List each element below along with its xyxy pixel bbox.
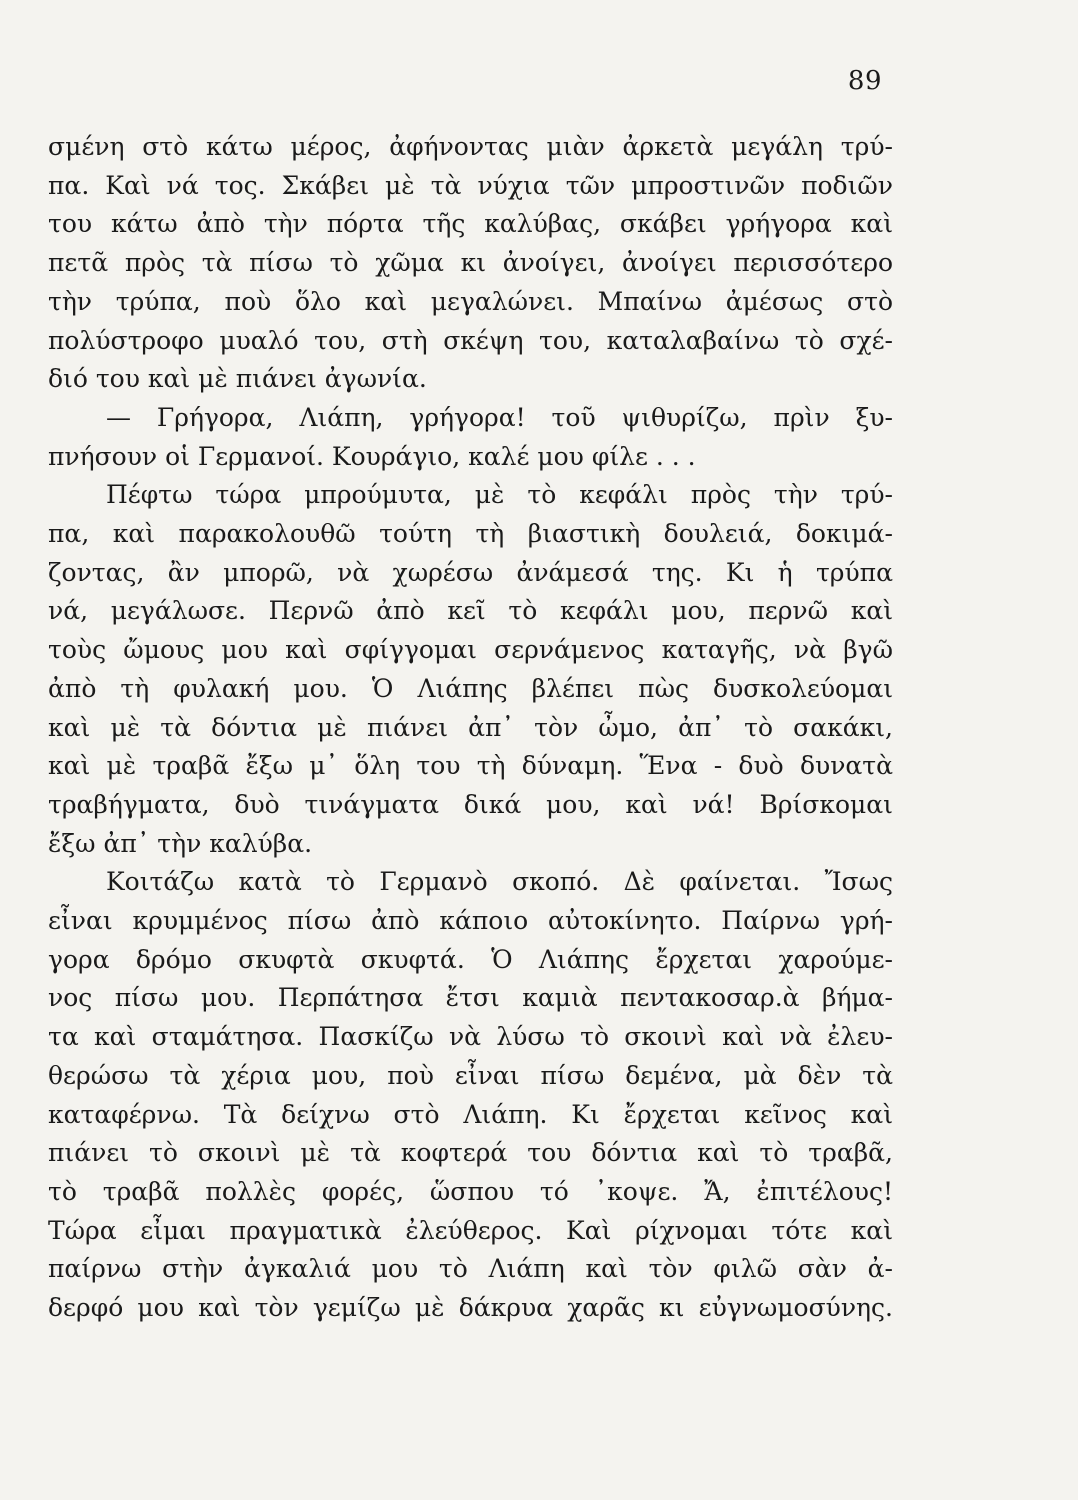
- text-line: γορα δρόμο σκυφτὰ σκυφτά. Ὁ Λιάπης ἔρχεται χαρούμε-: [48, 944, 893, 974]
- text-line: — Γρήγορα, Λιάπη, γρήγορα! τοῦ ψιθυρίζω, πρὶν ξυ-: [106, 402, 893, 432]
- text-line: τοὺς ὤμους μου καὶ σφίγγομαι σερνάμενος καταγῆς, νὰ βγῶ: [48, 635, 893, 665]
- text-line: Κοιτάζω κατὰ τὸ Γερμανὸ σκοπό. Δὲ φαίνεται. Ἴσως: [106, 867, 893, 897]
- text-line: του κάτω ἀπὸ τὴν πόρτα τῆς καλύβας, σκάβει γρήγορα καὶ: [48, 209, 893, 239]
- body-text: [48, 128, 893, 1328]
- text-line: διό του καὶ μὲ πιάνει ἀγωνία.: [48, 364, 427, 394]
- text-line: Πέφτω τώρα μπρούμυτα, μὲ τὸ κεφάλι πρὸς τὴν τρύ-: [106, 480, 893, 510]
- text-line: πα, καὶ παρακολουθῶ τούτη τὴ βιαστικὴ δουλειά, δοκιμά-: [48, 519, 893, 549]
- text-line: καταφέρνω. Τὰ δείχνω στὸ Λιάπη. Κι ἔρχεται κεῖνος καὶ: [48, 1099, 893, 1129]
- text-line: ζοντας, ἂν μπορῶ, νὰ χωρέσω ἀνάμεσά της. Κι ἡ τρύπα: [48, 557, 893, 587]
- text-line: Τώρα εἶμαι πραγματικὰ ἐλεύθερος. Καὶ ρίχνομαι τότε καὶ: [48, 1215, 893, 1245]
- text-line: θερώσω τὰ χέρια μου, ποὺ εἶναι πίσω δεμένα, μὰ δὲν τὰ: [48, 1060, 893, 1090]
- text-line: καὶ μὲ τραβᾶ ἔξω μ᾽ ὅλη του τὴ δύναμη. Ἕνα - δυὸ δυνατὰ: [48, 751, 893, 781]
- text-line: πολύστροφο μυαλό του, στὴ σκέψη του, καταλαβαίνω τὸ σχέ-: [48, 325, 893, 355]
- text-line: ἀπὸ τὴ φυλακή μου. Ὁ Λιάπης βλέπει πὼς δυσκολεύομαι: [48, 673, 893, 703]
- text-line: ἔξω ἀπ᾽ τὴν καλύβα.: [48, 828, 313, 858]
- text-line: πιάνει τὸ σκοινὶ μὲ τὰ κοφτερά του δόντια καὶ τὸ τραβᾶ,: [48, 1138, 893, 1168]
- text-line: τα καὶ σταμάτησα. Πασκίζω νὰ λύσω τὸ σκοινὶ καὶ νὰ ἐλευ-: [48, 1022, 893, 1052]
- text-line: παίρνω στὴν ἀγκαλιά μου τὸ Λιάπη καὶ τὸν φιλῶ σὰν ἀ-: [48, 1254, 893, 1284]
- page-number: 89: [847, 66, 882, 96]
- text-line: νά, μεγάλωσε. Περνῶ ἀπὸ κεῖ τὸ κεφάλι μου, περνῶ καὶ: [48, 596, 893, 626]
- text-line: νος πίσω μου. Περπάτησα ἔτσι καμιὰ πεντακοσαρ.ὰ βήμα-: [48, 983, 893, 1013]
- text-line: σμένη στὸ κάτω μέρος, ἀφήνοντας μιὰν ἀρκετὰ μεγάλη τρύ-: [48, 132, 893, 161]
- text-line: δερφό μου καὶ τὸν γεμίζω μὲ δάκρυα χαρᾶς κι εὐγνωμοσύνης.: [48, 1293, 893, 1323]
- text-line: τραβήγματα, δυὸ τινάγματα δικά μου, καὶ νά! Βρίσκομαι: [48, 789, 893, 819]
- text-line: πα. Καὶ νά τος. Σκάβει μὲ τὰ νύχια τῶν μπροστινῶν ποδιῶν: [48, 170, 893, 200]
- text-line: πετᾶ πρὸς τὰ πίσω τὸ χῶμα κι ἀνοίγει, ἀνοίγει περισσότερο: [48, 248, 893, 278]
- text-line: τὴν τρύπα, ποὺ ὅλο καὶ μεγαλώνει. Μπαίνω ἀμέσως στὸ: [48, 286, 893, 316]
- text-line: εἶναι κρυμμένος πίσω ἀπὸ κάποιο αὐτοκίνητο. Παίρνω γρή-: [48, 906, 893, 936]
- text-line: πνήσουν οἱ Γερμανοί. Κουράγιο, καλέ μου φίλε . . .: [48, 441, 696, 471]
- text-line: καὶ μὲ τὰ δόντια μὲ πιάνει ἀπ᾽ τὸν ὦμο, ἀπ᾽ τὸ σακάκι,: [48, 712, 893, 742]
- text-line: τὸ τραβᾶ πολλὲς φορές, ὥσπου τό ᾽κοψε. Ἄ, ἐπιτέλους!: [48, 1176, 893, 1206]
